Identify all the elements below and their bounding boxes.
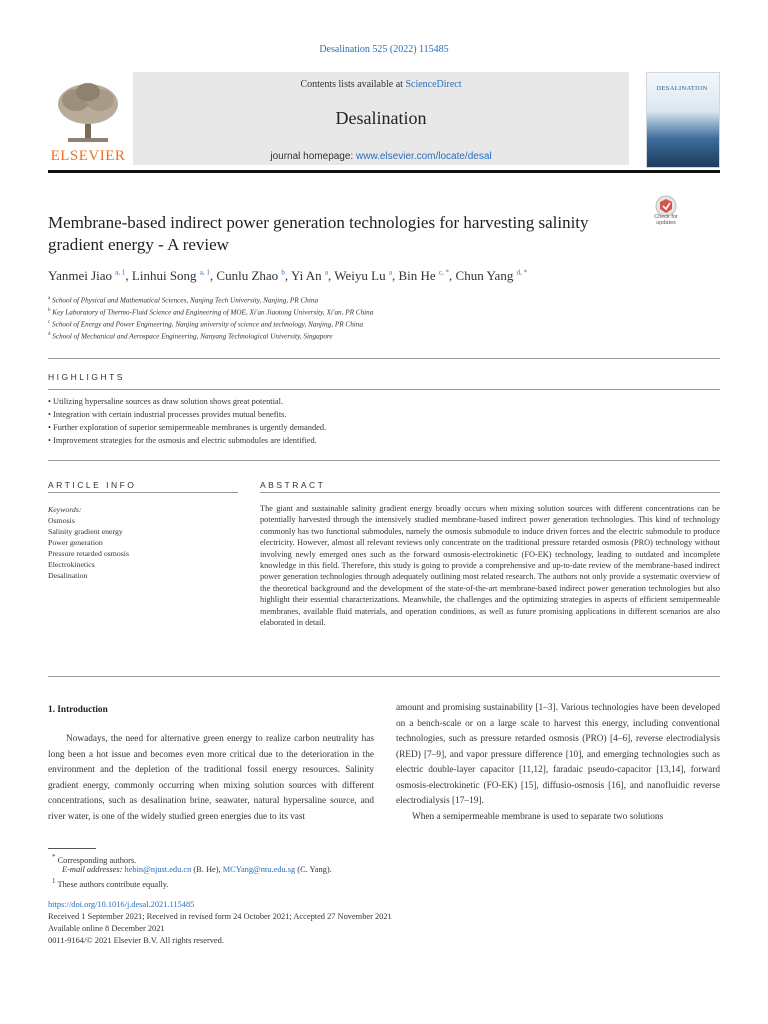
- highlight-item: • Further exploration of superior semipermeable membranes is urgently demanded.: [48, 423, 327, 432]
- divider: [48, 676, 720, 677]
- contents-availability: [133, 79, 629, 90]
- online-date: Available online 8 December 2021: [48, 924, 165, 933]
- abstract-text: The giant and sustainable salinity gradient energy broadly occurs when mixing solution sources with different concentrations can be potentially harvested through the intensively studied membrane-based indirect power generation technologies. This kind of technology commonly has two functional submodules, namely the osmosis submodule to induce driven forces and the electric submodule to produce electricity. However, almost all relevant reviews only concentrate on the traditional pressure retarded osmosis (PRO) technology without involving newly emerged ones such as the forward osmosis-electrokinetic (FO-EK) technology, leading to outdated and incomplete knowledge in this field. Therefore, this study is going to provide a comprehensive and up-to-date review of the membrane-based indirect power generation technologies through adequately outlining most related research. The authors not only provide a systematic overview of the theoretical background and the development of the state-of-the-art membrane-based indirect power generation technologies but also highlight their essential characterizations. Meanwhile, the challenges and the optimizing strategies in aspects of efficient semipermeable membranes, available fluid materials, and operation conditions, as well as future promising applications in different scenarios are also elaborated in detail.: [260, 504, 720, 628]
- keyword: Power generation: [48, 538, 103, 547]
- author-list: [48, 268, 728, 284]
- article-info-heading: ARTICLE INFO: [48, 480, 137, 490]
- article-history: Received 1 September 2021; Received in revised form 24 October 2021; Accepted 27 November 2021: [48, 912, 392, 921]
- highlight-item: • Integration with certain industrial processes provides mutual benefits.: [48, 410, 287, 419]
- body-paragraph: When a semipermeable membrane is used to separate two solutions: [412, 811, 664, 822]
- keyword: Desalination: [48, 571, 88, 580]
- sciencedirect-link[interactable]: ScienceDirect: [405, 79, 462, 90]
- affiliation: $^c$ School of Energy and Power Engineering, Nanjing university of science and technology, Nanjing, PR China: [48, 320, 363, 329]
- author[interactable]: Yanmei Jiao $^{a, 1}$,: [48, 268, 132, 283]
- affiliation: $^b$ Key Laboratory of Thermo-Fluid Science and Engineering of MOE, Xi'an Jiaotong University, Xi'an, PR China: [48, 308, 374, 317]
- affiliation: $^a$ School of Physical and Mathematical Sciences, Nanjing Tech University, Nanjing, PR China: [48, 296, 319, 305]
- affiliation: $^d$ School of Mechanical and Aerospace Engineering, Nanyang Technological University, Singapore: [48, 332, 333, 341]
- keyword: Electrokinetics: [48, 560, 95, 569]
- article-title: Membrane-based indirect power generation technologies for harvesting salinity gradient energy - A review: [48, 213, 589, 254]
- body-paragraph: amount and promising sustainability [1–3]. Various technologies have been developed on a bench-scale or on a large scale to harvest this energy, including conventional technologies, such as pressure retarded osmosis (PRO) [4–6], reverse electrodialysis (RED) [7–9], and vapor pressure difference [10], and emerging technologies such as electric double-layer capacitor [11,12], faradaic pseudo-capacitor [13,14], forward osmosis-electrokinetic (FO-EK) [15], diffusio-osmosis [16], and nanofluidic reverse electrodialysis [17–19].: [396, 703, 720, 806]
- author[interactable]: Weiyu Lu $^a$,: [334, 268, 399, 283]
- footnote-emails: E-mail addresses: hebin@njust.edu.cn (B. He), MCYang@ntu.edu.sg (C. Yang).: [62, 865, 332, 874]
- section-heading-introduction: 1. Introduction: [48, 705, 108, 715]
- author[interactable]: Cunlu Zhao $^b$,: [216, 268, 291, 283]
- footnote-equal-contribution: $^1$ These authors contribute equally.: [52, 877, 169, 889]
- keyword: Osmosis: [48, 516, 75, 525]
- divider: [48, 358, 720, 359]
- email-link[interactable]: hebin@njust.edu.cn: [124, 865, 192, 874]
- contents-prefix: Contents lists available at: [300, 79, 406, 90]
- keyword: Pressure retarded osmosis: [48, 549, 129, 558]
- divider: [48, 492, 238, 493]
- footnote-corresponding: * Corresponding authors.: [52, 853, 137, 865]
- author[interactable]: Linhui Song $^{a, 1}$,: [131, 268, 217, 283]
- header-divider: [48, 170, 720, 173]
- doi-link[interactable]: https://doi.org/10.1016/j.desal.2021.115485: [48, 900, 195, 909]
- divider: [260, 492, 720, 493]
- check-for-updates-label: Check for updates: [654, 214, 678, 226]
- journal-name: Desalination: [335, 108, 427, 128]
- author[interactable]: Bin He $^{c, *}$,: [398, 268, 456, 283]
- divider: [48, 460, 720, 461]
- journal-homepage: [133, 151, 629, 162]
- copyright: 0011-9164/© 2021 Elsevier B.V. All rights reserved.: [48, 936, 224, 945]
- footnote-divider: [48, 848, 96, 849]
- homepage-link[interactable]: www.elsevier.com/locate/desal: [356, 151, 492, 162]
- abstract-heading: ABSTRACT: [260, 480, 326, 490]
- author[interactable]: Chun Yang $^{d, *}$: [455, 268, 528, 283]
- body-column-left: [48, 732, 374, 825]
- body-paragraph: Nowadays, the need for alternative green energy to realize carbon neutrality has long been a hot issue and becomes even more critical due to the deterioration in the environment and the depletion of the traditional fossil energy resources. Salinity gradient energy, commonly occurring when mixing solution sources with different concentrations, such as desalination brine, seawater, natural hypersaline source, and river water, is one of the widely studied green energies due to its vast: [48, 734, 374, 822]
- highlight-item: • Improvement strategies for the osmosis and electric submodules are identified.: [48, 436, 317, 445]
- email-link[interactable]: MCYang@ntu.edu.sg: [222, 865, 296, 874]
- keyword: Salinity gradient energy: [48, 527, 123, 536]
- journal-citation[interactable]: Desalination 525 (2022) 115485: [319, 44, 449, 55]
- body-column-right: [396, 701, 720, 825]
- highlights-heading: HIGHLIGHTS: [48, 372, 125, 382]
- homepage-label: journal homepage:: [270, 151, 356, 162]
- cover-title: DESALINATION: [656, 85, 708, 92]
- highlight-item: • Utilizing hypersaline sources as draw solution shows great potential.: [48, 397, 284, 406]
- keywords-label: Keywords:: [48, 505, 82, 514]
- divider: [48, 389, 720, 390]
- author[interactable]: Yi An $^a$,: [290, 268, 335, 283]
- elsevier-wordmark: ELSEVIER: [50, 148, 126, 164]
